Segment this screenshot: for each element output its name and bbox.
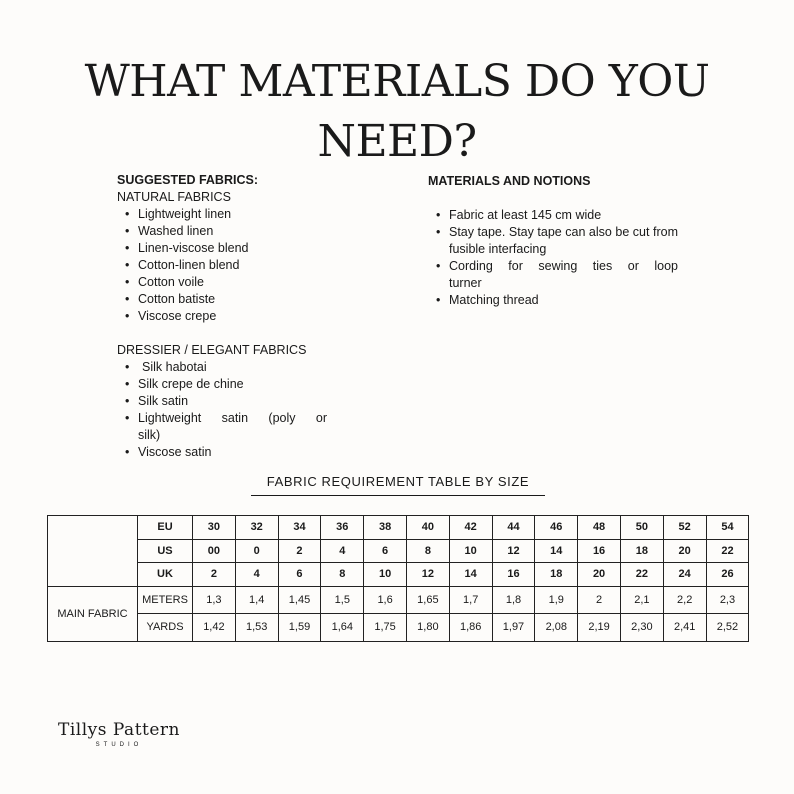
table-title: FABRIC REQUIREMENT TABLE BY SIZE <box>251 474 545 496</box>
us-cell: 8 <box>406 539 449 563</box>
us-cell: 12 <box>492 539 535 563</box>
uk-cell: 10 <box>364 563 407 587</box>
yards-cell: 2,19 <box>578 614 621 642</box>
brand-tagline: STUDIO <box>95 742 143 748</box>
natural-fabrics-heading: NATURAL FABRICS <box>117 190 231 204</box>
yards-cell: 1,80 <box>406 614 449 642</box>
uk-cell: 8 <box>321 563 364 587</box>
uk-cell: 18 <box>535 563 578 587</box>
list-item: • Linen-viscose blend <box>123 240 327 257</box>
meters-cell: 2,3 <box>706 586 749 614</box>
list-item: • Cotton voile <box>123 274 327 291</box>
list-item: • Cording for sewing ties or loop turner <box>434 258 678 292</box>
uk-cell: 2 <box>193 563 236 587</box>
meters-cell: 1,7 <box>449 586 492 614</box>
meters-cell: 2 <box>578 586 621 614</box>
us-cell: 22 <box>706 539 749 563</box>
list-item: • Washed linen <box>123 223 327 240</box>
eu-cell: 42 <box>449 516 492 540</box>
us-cell: 16 <box>578 539 621 563</box>
meters-cell: 1,6 <box>364 586 407 614</box>
eu-cell: 52 <box>663 516 706 540</box>
meters-cell: 2,2 <box>663 586 706 614</box>
list-item: • Cotton batiste <box>123 291 327 308</box>
uk-cell: 26 <box>706 563 749 587</box>
yards-cell: 2,41 <box>663 614 706 642</box>
dressier-fabrics-heading: DRESSIER / ELEGANT FABRICS <box>117 343 307 357</box>
table-row-uk <box>48 563 749 587</box>
us-cell: 2 <box>278 539 321 563</box>
yards-cell: 2,52 <box>706 614 749 642</box>
eu-cell: 50 <box>620 516 663 540</box>
natural-fabrics-list <box>117 206 327 325</box>
materials-list <box>428 207 678 309</box>
meters-cell: 2,1 <box>620 586 663 614</box>
meters-label: METERS <box>138 586 193 614</box>
eu-cell: 44 <box>492 516 535 540</box>
eu-cell: 36 <box>321 516 364 540</box>
list-item: • Silk satin <box>123 393 327 410</box>
yards-cell: 1,86 <box>449 614 492 642</box>
table-row-yards <box>48 614 749 642</box>
eu-cell: 48 <box>578 516 621 540</box>
list-item: • Viscose crepe <box>123 308 327 325</box>
yards-cell: 1,42 <box>193 614 236 642</box>
eu-cell: 46 <box>535 516 578 540</box>
list-item: • Silk crepe de chine <box>123 376 327 393</box>
yards-cell: 2,08 <box>535 614 578 642</box>
meters-cell: 1,4 <box>235 586 278 614</box>
brand-logo <box>58 720 180 748</box>
list-item: • Stay tape. Stay tape can also be cut from fusible interfacing <box>434 224 678 258</box>
eu-cell: 32 <box>235 516 278 540</box>
yards-cell: 1,97 <box>492 614 535 642</box>
meters-cell: 1,8 <box>492 586 535 614</box>
list-item: • Lightweight satin (poly or silk) <box>123 410 327 444</box>
uk-cell: 20 <box>578 563 621 587</box>
meters-cell: 1,65 <box>406 586 449 614</box>
us-cell: 10 <box>449 539 492 563</box>
yards-label: YARDS <box>138 614 193 642</box>
table-row-meters <box>48 586 749 614</box>
us-cell: 14 <box>535 539 578 563</box>
yards-cell: 1,75 <box>364 614 407 642</box>
uk-cell: 16 <box>492 563 535 587</box>
eu-cell: 38 <box>364 516 407 540</box>
page-title <box>0 52 794 172</box>
list-item: • Silk habotai <box>123 359 327 376</box>
eu-cell: 34 <box>278 516 321 540</box>
meters-cell: 1,45 <box>278 586 321 614</box>
uk-cell: 14 <box>449 563 492 587</box>
meters-cell: 1,9 <box>535 586 578 614</box>
uk-cell: 6 <box>278 563 321 587</box>
materials-heading: MATERIALS AND NOTIONS <box>428 174 591 188</box>
table-row-eu <box>48 516 749 540</box>
suggested-fabrics-section <box>117 172 327 461</box>
us-cell: 4 <box>321 539 364 563</box>
suggested-fabrics-heading: SUGGESTED FABRICS: <box>117 173 258 187</box>
uk-cell: 12 <box>406 563 449 587</box>
eu-cell: 40 <box>406 516 449 540</box>
us-cell: 6 <box>364 539 407 563</box>
yards-cell: 1,64 <box>321 614 364 642</box>
uk-cell: 24 <box>663 563 706 587</box>
us-label: US <box>138 539 193 563</box>
page-title-line-1: WHAT MATERIALS DO YOU <box>84 56 710 107</box>
us-cell: 0 <box>235 539 278 563</box>
list-item: • Fabric at least 145 cm wide <box>434 207 678 224</box>
fabric-requirement-table <box>47 515 749 642</box>
list-item: • Viscose satin <box>123 444 327 461</box>
table-row-us <box>48 539 749 563</box>
main-fabric-label: MAIN FABRIC <box>48 586 138 641</box>
list-item: • Matching thread <box>434 292 678 309</box>
eu-cell: 54 <box>706 516 749 540</box>
brand-name: Tillys Pattern <box>58 720 180 740</box>
us-cell: 18 <box>620 539 663 563</box>
us-cell: 00 <box>193 539 236 563</box>
list-item: • Lightweight linen <box>123 206 327 223</box>
eu-cell: 30 <box>193 516 236 540</box>
yards-cell: 1,59 <box>278 614 321 642</box>
uk-cell: 4 <box>235 563 278 587</box>
eu-label: EU <box>138 516 193 540</box>
yards-cell: 1,53 <box>235 614 278 642</box>
us-cell: 20 <box>663 539 706 563</box>
yards-cell: 2,30 <box>620 614 663 642</box>
list-item: • Cotton-linen blend <box>123 257 327 274</box>
uk-label: UK <box>138 563 193 587</box>
page-title-line-2: NEED? <box>317 116 477 167</box>
table-corner-cell <box>48 516 138 587</box>
meters-cell: 1,5 <box>321 586 364 614</box>
meters-cell: 1,3 <box>193 586 236 614</box>
uk-cell: 22 <box>620 563 663 587</box>
materials-section <box>428 173 678 309</box>
dressier-fabrics-list <box>117 359 327 461</box>
